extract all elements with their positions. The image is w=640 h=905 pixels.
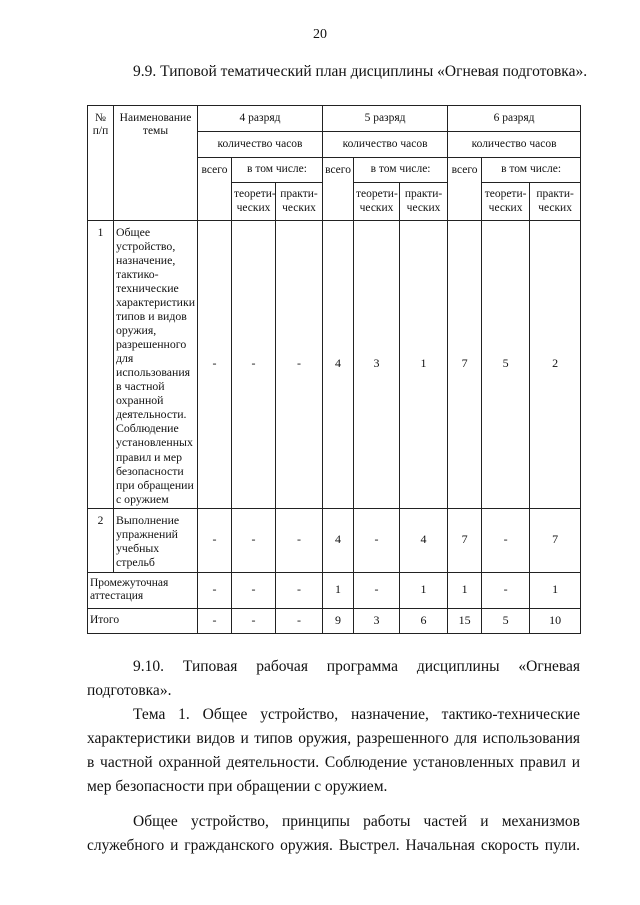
cell: - xyxy=(232,221,276,509)
cell: - xyxy=(276,572,323,608)
grade-4-header: 4 разряд xyxy=(198,106,323,132)
cell: - xyxy=(276,508,323,572)
header-row-grades xyxy=(88,106,581,132)
cell: 7 xyxy=(448,508,482,572)
practice-header: практи-ческих xyxy=(400,183,448,221)
hours-header: количество часов xyxy=(323,132,448,158)
cell: 4 xyxy=(323,508,354,572)
cell: 2 xyxy=(530,221,581,509)
cell: 1 xyxy=(323,572,354,608)
theory-header: теорети-ческих xyxy=(482,183,530,221)
cell: - xyxy=(354,508,400,572)
row-number: 2 xyxy=(88,508,114,572)
cell: 6 xyxy=(400,608,448,633)
interim-label: Промежуточная аттестация xyxy=(88,572,198,608)
including-header: в том числе: xyxy=(354,158,448,183)
cell: - xyxy=(198,508,232,572)
cell: - xyxy=(232,508,276,572)
practice-header: практи-ческих xyxy=(276,183,323,221)
total-header: всего xyxy=(448,158,482,221)
grade-6-header: 6 разряд xyxy=(448,106,581,132)
col-name-header: Наименование темы xyxy=(114,106,198,221)
cell: - xyxy=(276,221,323,509)
row-number: 1 xyxy=(88,221,114,509)
cell: 1 xyxy=(448,572,482,608)
cell: - xyxy=(198,572,232,608)
cell: 4 xyxy=(323,221,354,509)
page-number: 20 xyxy=(313,27,327,42)
row-topic: Выполнение упражнений учебных стрельб xyxy=(114,508,198,572)
body-line-2: служебного и гражданского оружия. Выстрел. Начальная скорость пули. xyxy=(87,837,580,854)
cell: 9 xyxy=(323,608,354,633)
cell: - xyxy=(276,608,323,633)
table-row xyxy=(88,508,581,572)
cell: - xyxy=(198,608,232,633)
including-header: в том числе: xyxy=(482,158,581,183)
cell: 10 xyxy=(530,608,581,633)
program-heading-line-2: подготовка». xyxy=(87,682,172,699)
cell: 1 xyxy=(400,221,448,509)
thematic-plan-table xyxy=(87,105,581,634)
program-heading-line-1: 9.10. Типовая рабочая программа дисциплины «Огневая xyxy=(133,658,580,675)
cell: - xyxy=(482,572,530,608)
section-heading: 9.9. Типовой тематический план дисциплины «Огневая подготовка». xyxy=(133,63,588,80)
theory-header: теорети-ческих xyxy=(354,183,400,221)
cell: - xyxy=(354,572,400,608)
cell: 1 xyxy=(530,572,581,608)
cell: 1 xyxy=(400,572,448,608)
cell: 4 xyxy=(400,508,448,572)
col-num-header: № п/п xyxy=(88,106,114,221)
table-row xyxy=(88,221,581,509)
topic-1-line-3: в частной охранной деятельности. Соблюдение установленных правил и xyxy=(87,754,580,771)
cell: - xyxy=(482,508,530,572)
total-header: всего xyxy=(198,158,232,221)
cell: 3 xyxy=(354,221,400,509)
hours-header: количество часов xyxy=(198,132,323,158)
total-header: всего xyxy=(323,158,354,221)
including-header: в том числе: xyxy=(232,158,323,183)
topic-1-line-4: мер безопасности при обращении с оружием. xyxy=(87,778,388,795)
cell: 15 xyxy=(448,608,482,633)
cell: - xyxy=(198,221,232,509)
topic-1-line-2: характеристики видов и типов оружия, разрешенного для использования xyxy=(87,730,580,747)
topic-1-line-1: Тема 1. Общее устройство, назначение, тактико-технические xyxy=(133,706,580,723)
cell: 5 xyxy=(482,221,530,509)
cell: 7 xyxy=(448,221,482,509)
practice-header: практи-ческих xyxy=(530,183,581,221)
interim-row xyxy=(88,572,581,608)
hours-header: количество часов xyxy=(448,132,581,158)
theory-header: теорети-ческих xyxy=(232,183,276,221)
total-row xyxy=(88,608,581,633)
row-topic: Общее устройство, назначение, тактико-технические характеристики типов и видов оружия, разрешенного для использования в частной охранной деятельности. Соблюдение установленных правил и мер безопасности при обращении с оружием xyxy=(114,221,198,509)
cell: 7 xyxy=(530,508,581,572)
cell: - xyxy=(232,608,276,633)
cell: 3 xyxy=(354,608,400,633)
cell: - xyxy=(232,572,276,608)
grade-5-header: 5 разряд xyxy=(323,106,448,132)
cell: 5 xyxy=(482,608,530,633)
total-label: Итого xyxy=(88,608,198,633)
body-line-1: Общее устройство, принципы работы частей и механизмов xyxy=(133,813,580,830)
